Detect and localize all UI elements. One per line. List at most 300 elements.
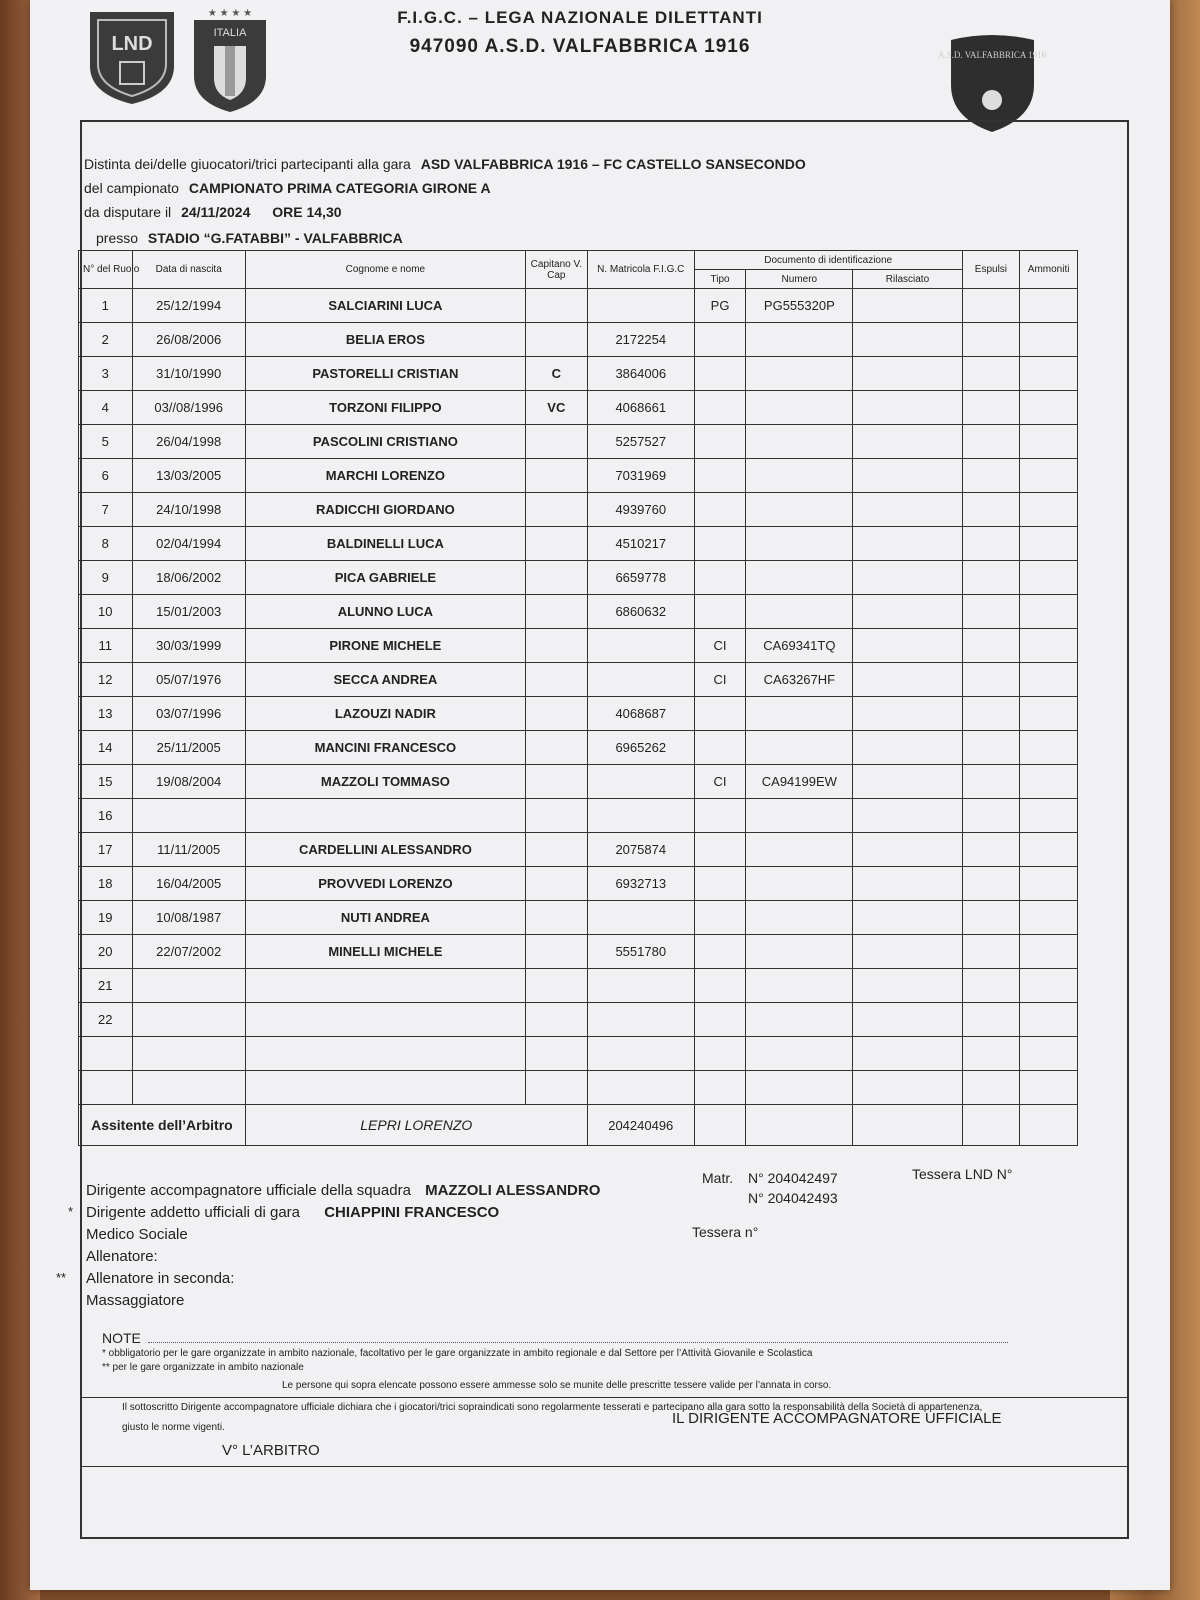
document-number (746, 1037, 853, 1071)
document-type (694, 459, 745, 493)
player-espulsi (962, 1003, 1020, 1037)
player-row (79, 935, 1078, 969)
document-number (746, 595, 853, 629)
note-1: * obbligatorio per le gare organizzate in ambito nazionale, facoltativo per le gare organizzate in ambito regionale e dal Settore per l’Attività Giovanile e Scolastica (102, 1348, 813, 1359)
assistant-label: Assitente dell’Arbitro (79, 1105, 246, 1146)
player-birth-date: 03//08/1996 (132, 391, 245, 425)
player-espulsi (962, 629, 1020, 663)
player-number: 7 (79, 493, 133, 527)
player-espulsi (962, 969, 1020, 1003)
player-matricola: 5551780 (587, 935, 694, 969)
player-number: 20 (79, 935, 133, 969)
player-name: MAZZOLI TOMMASO (245, 765, 525, 799)
player-captain (525, 1071, 587, 1105)
player-name: ALUNNO LUCA (245, 595, 525, 629)
player-captain (525, 1003, 587, 1037)
player-name: CARDELLINI ALESSANDRO (245, 833, 525, 867)
player-matricola: 3864006 (587, 357, 694, 391)
document-released (853, 289, 962, 323)
document-number (746, 731, 853, 765)
player-row (79, 697, 1078, 731)
star-one: * (68, 1204, 74, 1219)
player-number: 10 (79, 595, 133, 629)
player-matricola: 5257527 (587, 425, 694, 459)
player-birth-date: 16/04/2005 (132, 867, 245, 901)
star-two: ** (56, 1270, 67, 1285)
player-captain (525, 833, 587, 867)
player-row (79, 969, 1078, 1003)
massaggiatore-label: Massaggiatore (86, 1292, 185, 1309)
player-espulsi (962, 459, 1020, 493)
player-row (79, 1071, 1078, 1105)
club-logo-text: A.S.D. VALFABBRICA 1916 (937, 50, 1047, 60)
player-matricola (587, 969, 694, 1003)
player-espulsi (962, 901, 1020, 935)
player-matricola (587, 1037, 694, 1071)
player-row (79, 493, 1078, 527)
document-number: CA69341TQ (746, 629, 853, 663)
player-birth-date (132, 1003, 245, 1037)
player-ammoniti (1020, 765, 1078, 799)
player-row (79, 425, 1078, 459)
lnd-logo (82, 6, 182, 106)
player-matricola (587, 629, 694, 663)
player-espulsi (962, 391, 1020, 425)
player-row (79, 901, 1078, 935)
document-type (694, 595, 745, 629)
col-rilasciato: Rilasciato (853, 270, 962, 289)
player-birth-date: 19/08/2004 (132, 765, 245, 799)
document-number (746, 833, 853, 867)
document-type (694, 323, 745, 357)
matr-label: Matr. (702, 1170, 734, 1186)
document-number (746, 357, 853, 391)
tessera-label: Tessera n° (692, 1224, 759, 1240)
player-row (79, 1037, 1078, 1071)
player-captain (525, 629, 587, 663)
form-frame (56, 120, 1129, 1539)
championship-line (84, 180, 491, 196)
document-number: CA94199EW (746, 765, 853, 799)
player-espulsi (962, 493, 1020, 527)
document-released (853, 731, 962, 765)
col-matricola: N. Matricola F.I.G.C (587, 251, 694, 289)
player-name: MANCINI FRANCESCO (245, 731, 525, 765)
player-number: 4 (79, 391, 133, 425)
player-row (79, 527, 1078, 561)
player-birth-date: 10/08/1987 (132, 901, 245, 935)
player-espulsi (962, 663, 1020, 697)
italia-logo-text: ITALIA (213, 27, 247, 39)
player-name (245, 799, 525, 833)
player-captain (525, 459, 587, 493)
player-birth-date (132, 1071, 245, 1105)
player-number: 1 (79, 289, 133, 323)
player-matricola: 6932713 (587, 867, 694, 901)
player-captain (525, 1037, 587, 1071)
player-row (79, 391, 1078, 425)
player-captain (525, 527, 587, 561)
player-birth-date: 05/07/1976 (132, 663, 245, 697)
document-type (694, 731, 745, 765)
document-number (746, 459, 853, 493)
player-ammoniti (1020, 323, 1078, 357)
document-released (853, 1003, 962, 1037)
player-matricola (587, 765, 694, 799)
document-sheet (30, 0, 1170, 1590)
match-date: 24/11/2024 (181, 204, 251, 220)
dirigente-name: MAZZOLI ALESSANDRO (425, 1182, 601, 1199)
player-espulsi (962, 799, 1020, 833)
player-matricola: 4510217 (587, 527, 694, 561)
document-number (746, 867, 853, 901)
club-title: 947090 A.S.D. VALFABBRICA 1916 (409, 36, 751, 57)
player-captain (525, 697, 587, 731)
match-value: ASD VALFABBRICA 1916 – FC CASTELLO SANSECONDO (420, 156, 806, 172)
player-espulsi (962, 731, 1020, 765)
player-matricola (587, 1003, 694, 1037)
dirigente-label: Dirigente accompagnatore ufficiale della squadra (86, 1182, 411, 1199)
championship-value: CAMPIONATO PRIMA CATEGORIA GIRONE A (188, 180, 491, 196)
italia-logo (190, 6, 270, 114)
document-type (694, 1071, 745, 1105)
players-table (78, 250, 1078, 1146)
document-released (853, 357, 962, 391)
svg-text:★ ★ ★ ★: ★ ★ ★ ★ (207, 8, 253, 19)
player-matricola (587, 289, 694, 323)
document-number: CA63267HF (746, 663, 853, 697)
player-captain (525, 289, 587, 323)
player-captain (525, 323, 587, 357)
document-released (853, 493, 962, 527)
player-name (245, 1037, 525, 1071)
empty-cell (694, 1105, 745, 1146)
document-type (694, 1037, 745, 1071)
document-released (853, 969, 962, 1003)
venue-value: STADIO “G.FATABBI” - VALFABBRICA (147, 230, 403, 246)
document-number (746, 425, 853, 459)
player-name: PASCOLINI CRISTIANO (245, 425, 525, 459)
player-name: PASTORELLI CRISTIAN (245, 357, 525, 391)
col-captain: Capitano V. Cap (525, 251, 587, 289)
player-captain (525, 595, 587, 629)
player-ammoniti (1020, 289, 1078, 323)
player-ammoniti (1020, 595, 1078, 629)
player-birth-date: 11/11/2005 (132, 833, 245, 867)
player-ammoniti (1020, 935, 1078, 969)
assistant-row (79, 1105, 1078, 1146)
player-ammoniti (1020, 357, 1078, 391)
player-number: 2 (79, 323, 133, 357)
document-type (694, 969, 745, 1003)
date-label: da disputare il (84, 204, 172, 220)
document-released (853, 833, 962, 867)
addetto-label: Dirigente addetto ufficiali di gara (86, 1204, 301, 1221)
player-matricola (587, 663, 694, 697)
player-espulsi (962, 1037, 1020, 1071)
player-number: 22 (79, 1003, 133, 1037)
document-number: PG555320P (746, 289, 853, 323)
document-released (853, 765, 962, 799)
player-matricola: 2075874 (587, 833, 694, 867)
document-type (694, 901, 745, 935)
player-name: RADICCHI GIORDANO (245, 493, 525, 527)
player-birth-date: 30/03/1999 (132, 629, 245, 663)
col-document: Documento di identificazione (694, 251, 962, 270)
match-line (84, 156, 806, 172)
document-type (694, 867, 745, 901)
player-captain (525, 935, 587, 969)
federation-title: F.I.G.C. – LEGA NAZIONALE DILETTANTI (397, 8, 763, 27)
document-released (853, 799, 962, 833)
player-row (79, 561, 1078, 595)
player-espulsi (962, 595, 1020, 629)
lnd-logo-text: LND (111, 33, 153, 55)
venue-line (96, 230, 403, 246)
player-ammoniti (1020, 561, 1078, 595)
col-ammoniti: Ammoniti (1020, 251, 1078, 289)
document-number (746, 799, 853, 833)
player-ammoniti (1020, 663, 1078, 697)
player-name: SECCA ANDREA (245, 663, 525, 697)
document-number (746, 323, 853, 357)
allenatore-label: Allenatore: (86, 1248, 158, 1265)
player-number: 9 (79, 561, 133, 595)
note-label: NOTE (102, 1330, 141, 1346)
document-type: PG (694, 289, 745, 323)
player-birth-date: 26/04/1998 (132, 425, 245, 459)
player-birth-date: 13/03/2005 (132, 459, 245, 493)
player-row (79, 1003, 1078, 1037)
player-row (79, 289, 1078, 323)
document-type (694, 935, 745, 969)
addetto-line (86, 1204, 499, 1221)
bottom-border (82, 1466, 1127, 1467)
player-name: BALDINELLI LUCA (245, 527, 525, 561)
document-type (694, 425, 745, 459)
player-espulsi (962, 935, 1020, 969)
player-birth-date: 02/04/1994 (132, 527, 245, 561)
document-number (746, 527, 853, 561)
document-type (694, 1003, 745, 1037)
player-name: NUTI ANDREA (245, 901, 525, 935)
document-number (746, 901, 853, 935)
player-ammoniti (1020, 867, 1078, 901)
document-number (746, 969, 853, 1003)
player-row (79, 629, 1078, 663)
player-ammoniti (1020, 1071, 1078, 1105)
player-espulsi (962, 527, 1020, 561)
venue-label: presso (96, 230, 139, 246)
document-number (746, 561, 853, 595)
player-captain (525, 731, 587, 765)
player-ammoniti (1020, 425, 1078, 459)
player-matricola (587, 1071, 694, 1105)
player-row (79, 323, 1078, 357)
player-espulsi (962, 765, 1020, 799)
player-ammoniti (1020, 493, 1078, 527)
document-type (694, 493, 745, 527)
document-released (853, 697, 962, 731)
document-type (694, 391, 745, 425)
matr-number-2: N° 204042493 (748, 1190, 838, 1206)
player-number: 17 (79, 833, 133, 867)
player-ammoniti (1020, 459, 1078, 493)
document-released (853, 595, 962, 629)
document-number (746, 935, 853, 969)
date-line (84, 204, 342, 220)
player-name: MARCHI LORENZO (245, 459, 525, 493)
player-number: 18 (79, 867, 133, 901)
player-birth-date: 25/12/1994 (132, 289, 245, 323)
assistant-number: 204240496 (587, 1105, 694, 1146)
document-number (746, 1071, 853, 1105)
player-row (79, 731, 1078, 765)
player-number: 11 (79, 629, 133, 663)
document-type: CI (694, 629, 745, 663)
player-name: PIRONE MICHELE (245, 629, 525, 663)
player-number: 3 (79, 357, 133, 391)
player-espulsi (962, 697, 1020, 731)
player-matricola: 6860632 (587, 595, 694, 629)
player-number: 12 (79, 663, 133, 697)
document-released (853, 1071, 962, 1105)
medico-label: Medico Sociale (86, 1226, 188, 1243)
document-type: CI (694, 663, 745, 697)
player-espulsi (962, 561, 1020, 595)
player-birth-date: 25/11/2005 (132, 731, 245, 765)
table-header-row (79, 251, 1078, 270)
col-birth: Data di nascita (132, 251, 245, 289)
player-number: 6 (79, 459, 133, 493)
player-ammoniti (1020, 527, 1078, 561)
col-espulsi: Espulsi (962, 251, 1020, 289)
player-number: 14 (79, 731, 133, 765)
document-released (853, 561, 962, 595)
allenatore2-label: Allenatore in seconda: (86, 1270, 235, 1287)
player-matricola: 4068687 (587, 697, 694, 731)
player-espulsi (962, 289, 1020, 323)
player-matricola: 4068661 (587, 391, 694, 425)
player-matricola: 2172254 (587, 323, 694, 357)
player-name: SALCIARINI LUCA (245, 289, 525, 323)
document-number (746, 493, 853, 527)
document-released (853, 935, 962, 969)
col-numero: Numero (746, 270, 853, 289)
player-number (79, 1037, 133, 1071)
dirigente-line (86, 1182, 600, 1199)
player-captain (525, 765, 587, 799)
player-captain: VC (525, 391, 587, 425)
empty-cell (853, 1105, 962, 1146)
player-matricola: 7031969 (587, 459, 694, 493)
player-birth-date: 15/01/2003 (132, 595, 245, 629)
player-row (79, 459, 1078, 493)
document-released (853, 901, 962, 935)
player-birth-date: 18/06/2002 (132, 561, 245, 595)
player-row (79, 867, 1078, 901)
player-matricola: 4939760 (587, 493, 694, 527)
player-name: MINELLI MICHELE (245, 935, 525, 969)
player-ammoniti (1020, 629, 1078, 663)
player-number: 13 (79, 697, 133, 731)
player-captain (525, 663, 587, 697)
note-2: ** per le gare organizzate in ambito nazionale (102, 1362, 304, 1373)
document-type (694, 799, 745, 833)
player-matricola: 6659778 (587, 561, 694, 595)
document-released (853, 391, 962, 425)
player-row (79, 357, 1078, 391)
player-number (79, 1071, 133, 1105)
matr-number-1: N° 204042497 (748, 1170, 838, 1186)
player-ammoniti (1020, 799, 1078, 833)
player-name: LAZOUZI NADIR (245, 697, 525, 731)
player-birth-date (132, 799, 245, 833)
player-row (79, 663, 1078, 697)
empty-cell (746, 1105, 853, 1146)
player-captain: C (525, 357, 587, 391)
player-ammoniti (1020, 1037, 1078, 1071)
document-type (694, 697, 745, 731)
dirigente-sign-label: IL DIRIGENTE ACCOMPAGNATORE UFFICIALE (672, 1410, 1002, 1427)
document-number (746, 1003, 853, 1037)
player-ammoniti (1020, 969, 1078, 1003)
empty-cell (962, 1105, 1020, 1146)
norme-note: giusto le norme vigenti. (122, 1422, 225, 1433)
player-espulsi (962, 1071, 1020, 1105)
player-espulsi (962, 323, 1020, 357)
player-birth-date: 26/08/2006 (132, 323, 245, 357)
player-captain (525, 799, 587, 833)
empty-cell (1020, 1105, 1078, 1146)
document-released (853, 425, 962, 459)
regolarmente-note: Il sottoscritto Dirigente accompagnatore ufficiale dichiara che i giocatori/trici sopraindicati sono regolarmente tesserati e partecipano alla gara sotto la responsabilità della Società di appartenenza, (122, 1402, 983, 1413)
player-ammoniti (1020, 833, 1078, 867)
col-name: Cognome e nome (245, 251, 525, 289)
player-birth-date (132, 1037, 245, 1071)
player-name: TORZONI FILIPPO (245, 391, 525, 425)
document-released (853, 629, 962, 663)
championship-label: del campionato (84, 180, 179, 196)
player-captain (525, 901, 587, 935)
player-number: 21 (79, 969, 133, 1003)
document-released (853, 867, 962, 901)
player-number: 8 (79, 527, 133, 561)
player-name: PROVVEDI LORENZO (245, 867, 525, 901)
document-type (694, 357, 745, 391)
col-num: N° del Ruolo (79, 251, 133, 289)
addetto-name: CHIAPPINI FRANCESCO (324, 1204, 500, 1221)
player-row (79, 799, 1078, 833)
document-type (694, 833, 745, 867)
document-released (853, 663, 962, 697)
separator (82, 1397, 1127, 1398)
persone-note: Le persone qui sopra elencate possono essere ammesse solo se munite delle prescritte tessere valide per l’annata in corso. (282, 1380, 832, 1391)
player-birth-date (132, 969, 245, 1003)
document-type (694, 561, 745, 595)
player-birth-date: 31/10/1990 (132, 357, 245, 391)
player-espulsi (962, 425, 1020, 459)
player-name (245, 1003, 525, 1037)
player-ammoniti (1020, 391, 1078, 425)
player-ammoniti (1020, 901, 1078, 935)
player-number: 19 (79, 901, 133, 935)
document-number (746, 697, 853, 731)
player-matricola (587, 799, 694, 833)
player-captain (525, 493, 587, 527)
player-captain (525, 561, 587, 595)
player-espulsi (962, 833, 1020, 867)
